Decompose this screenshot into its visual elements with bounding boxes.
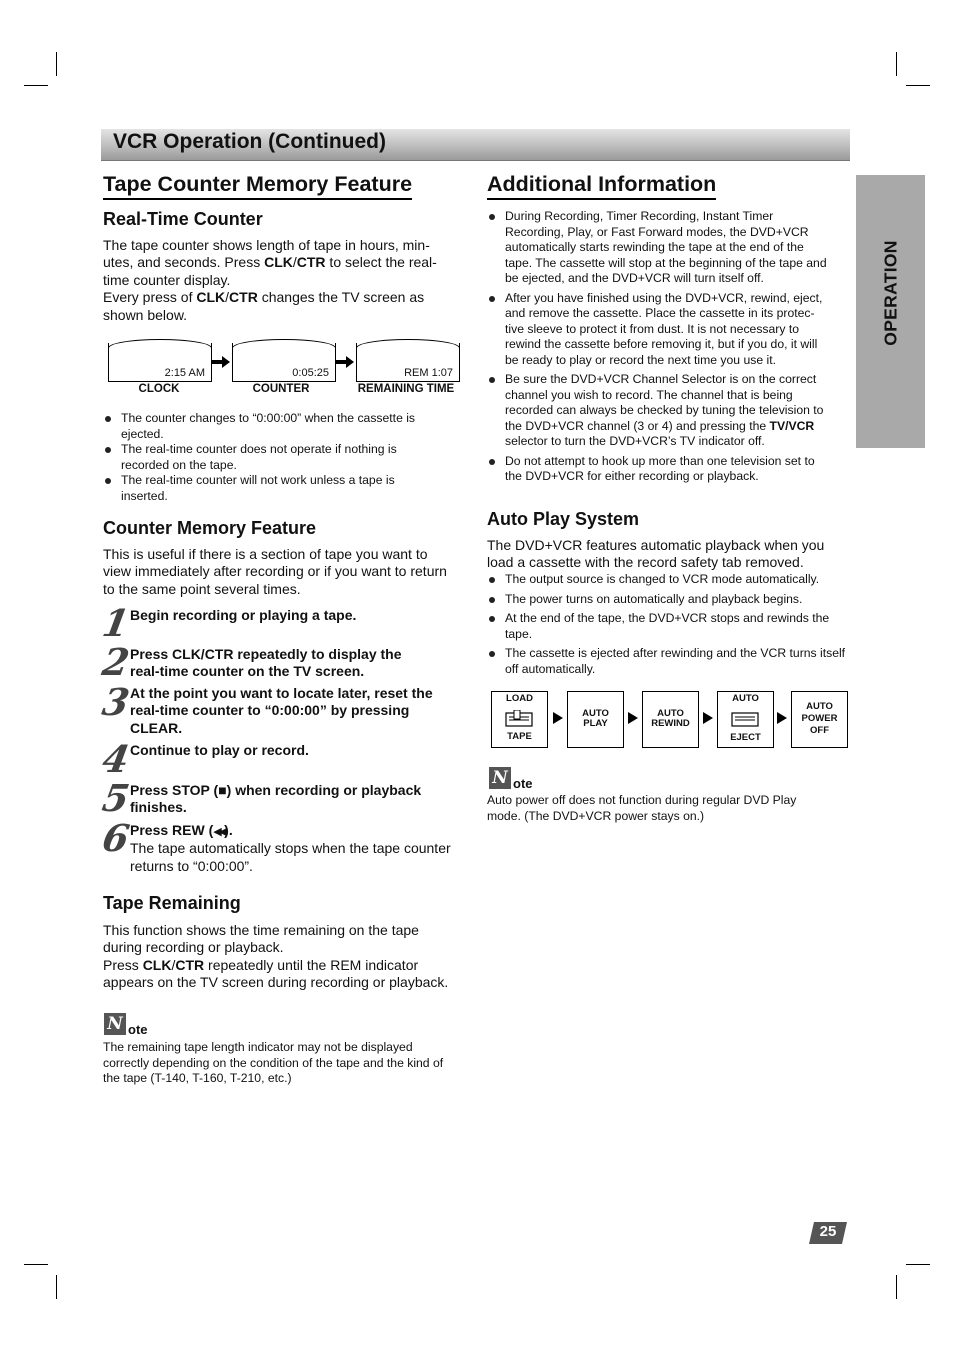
slash: / [292,254,297,271]
tape-remaining-heading: Tape Remaining [103,893,241,913]
text-line: Auto power off does not function during regular DVD Play [487,793,797,807]
step-number: 6 [99,816,133,860]
note-icon: N [104,1013,126,1035]
step-text [130,607,466,624]
step-line: At the point you want to locate later, reset the [130,685,433,701]
crop-mark [56,52,57,76]
text-line: recorded can always be checked by tuning the television to [505,403,824,417]
text-line: channel you wish to record. The channel that is being [505,387,793,402]
side-tab-operation [856,175,925,448]
bullet-icon [489,459,495,465]
screen-top [356,339,460,348]
text-line: rewind the cassette before removing it, but if you do, it will [505,337,818,351]
flow-label: POWER [801,713,838,724]
flow-label: AUTO [806,701,833,712]
flow-label: OFF [810,725,829,736]
crop-mark [24,1264,48,1265]
step-number: 1 [99,601,133,645]
tape-counter-heading: Tape Counter Memory Feature [103,172,412,200]
additional-info-heading: Additional Information [487,172,716,200]
flow-box-auto-rewind [642,691,699,748]
key-tv-vcr: TV/VCR [769,418,815,433]
rewind-icon: ◀◀ [213,825,225,838]
step-number: 2 [99,640,133,684]
list-item [487,209,849,287]
crop-mark [56,1275,57,1299]
list-item [487,372,849,450]
flow-label: AUTO [732,693,759,704]
flow-label: REWIND [651,718,690,729]
text-line: The DVD+VCR features automatic playback when you [487,537,825,553]
realtime-bullets [103,411,438,508]
text-line: to the same point several times. [103,580,301,597]
list-item [487,291,849,369]
bullet-icon [105,478,111,484]
crop-mark [24,85,48,86]
flow-box-auto-play [567,691,624,748]
play-triangle-icon [703,712,713,724]
text-line: to select the real- [325,254,437,271]
list-item [103,442,438,473]
screen-top [232,339,336,348]
screen-value: REM 1:07 [404,367,453,379]
screen-caption-clock: CLOCK [138,383,180,395]
bullet-icon [105,416,111,422]
bullet-text: The output source is changed to VCR mode automatically. [505,572,820,586]
bullet-icon [489,597,495,603]
step-line: Continue to play or record. [130,742,309,758]
play-triangle-icon [777,712,787,724]
flow-label: EJECT [730,732,761,743]
note-label: ote [128,1022,148,1037]
text-line: view immediately after recording or if you want to return [103,563,447,580]
step-number: 4 [99,737,133,781]
bullet-icon [489,214,495,220]
slash: / [171,956,176,973]
key-clk: CLK [196,289,226,306]
step-text [130,822,466,875]
realtime-counter-heading: Real-Time Counter [103,209,263,229]
bullet-text: At the end of the tape, the DVD+VCR stops and rewinds the tape. [505,611,830,641]
step-line: CLEAR. [130,719,183,736]
step-line: Press REW ( [130,822,214,838]
text-line: the tape (T-140, T-160, T-210, etc.) [103,1071,292,1086]
note-label: ote [513,776,533,791]
bullet-text: The real-time counter does not operate if nothing is recorded on the tape. [121,442,397,472]
step-line: real-time counter on the TV screen. [130,663,365,680]
text-line: be ejected, and the DVD+VCR will turn itself off. [505,271,764,285]
text-line: After you have finished using the DVD+VCR, rewind, eject, [505,290,823,305]
text-line: Do not attempt to hook up more than one television set to [505,453,815,468]
step-text [130,685,466,737]
text-line: correctly depending on the condition of the tape and the kind of [103,1055,444,1070]
crop-mark [906,1264,930,1265]
step-line: finishes. [130,799,187,816]
step-line: real-time counter to “0:00:00” by pressing [130,702,410,719]
crop-mark [906,85,930,86]
cassette-icon [505,710,533,728]
step-number: 3 [99,680,133,724]
text-line: Be sure the DVD+VCR Channel Selector is on the correct [505,372,817,386]
page-number: 25 [819,1223,837,1240]
arrow-right-icon [212,356,230,368]
bullet-icon [489,377,495,383]
arrow-right-icon [336,356,354,368]
text-line: This is useful if there is a section of tape you want to [103,546,428,562]
text-line: shown below. [103,306,188,323]
step-detail: returns to “0:00:00”. [130,857,253,874]
bullet-text: The power turns on automatically and playback begins. [505,591,803,606]
list-item [487,592,851,608]
text-line: This function shows the time remaining on the tape [103,922,419,938]
step-text [130,742,466,759]
step-line: Begin recording or playing a tape. [130,607,357,623]
tv-screen-clock [108,343,212,382]
list-item [487,454,849,485]
text-line: repeatedly until the REM indicator [204,956,419,973]
bullet-icon [489,651,495,657]
bullet-text: The counter changes to “0:00:00” when the cassette is ejected. [121,411,416,441]
banner-title: VCR Operation (Continued) [113,130,386,153]
flow-label: AUTO [582,708,609,719]
text-line: The tape counter shows length of tape in hours, min- [103,237,430,253]
text-line: The remaining tape length indicator may not be displayed [103,1040,413,1054]
side-tab-label: OPERATION [880,240,901,346]
key-ctr: CTR [229,289,258,306]
counter-memory-heading: Counter Memory Feature [103,518,317,538]
text-line: load a cassette with the record safety tab removed. [487,554,804,571]
flow-label: PLAY [583,718,608,729]
flow-box-load-tape [491,691,548,748]
counter-memory-intro [103,546,467,598]
text-line: and remove the cassette. Place the cassette in its protec- [505,306,815,320]
screen-value: 2:15 AM [164,367,205,379]
text-line: time counter display. [103,271,231,288]
auto-play-bullets [487,572,851,681]
text-line: during recording or playback. [103,939,284,956]
slash: / [225,289,230,306]
text-line: tape. The cassette will stop at the beginning of the tape and [505,255,827,270]
bullet-text: The real-time counter will not work unless a tape is inserted. [121,473,395,503]
step-line: ). [224,822,233,838]
text-line: appears on the TV screen during recording or playback. [103,974,449,991]
bullet-icon [489,577,495,583]
list-item [103,411,438,442]
text-line: automatically starts rewinding the tape at the end of the [505,240,804,254]
bullet-icon [489,616,495,622]
step-number: 5 [99,776,133,820]
step-text [130,646,466,681]
step-line: Press CLK/CTR repeatedly to display the [130,646,402,662]
bullet-icon [489,296,495,302]
list-item [487,611,851,642]
screen-value: 0:05:25 [292,367,329,379]
play-triangle-icon [553,712,563,724]
flow-box-auto-power-off [791,691,848,748]
crop-mark [896,1275,897,1299]
text-line: selector to turn the DVD+VCR’s TV indicator off. [505,434,765,448]
text-line: be ready to play or record the next time you use it. [505,352,776,367]
text-line: mode. (The DVD+VCR power stays on.) [487,808,705,823]
section-banner [101,129,850,161]
key-ctr: CTR [296,254,326,271]
list-item [487,572,851,588]
screen-caption-remaining: REMAINING TIME [357,383,455,395]
flow-label: TAPE [507,731,532,742]
note-text [487,793,851,824]
text-line: Recording, Play, or Fast Forward modes, the DVD+VCR [505,224,809,239]
auto-play-intro [487,537,851,572]
step-text [130,782,466,817]
note-icon: N [489,767,511,789]
flow-box-auto-eject [717,691,774,748]
play-triangle-icon [628,712,638,724]
tv-screen-counter [232,343,336,382]
key-clk: CLK [264,254,293,271]
tv-screen-remaining [356,343,460,382]
realtime-counter-text [103,237,467,324]
bullet-text: The cassette is ejected after rewinding and the VCR turns itself off automatically. [505,646,846,676]
bullet-icon [105,447,111,453]
crop-mark [896,52,897,76]
text-line: the DVD+VCR for either recording or playback. [505,469,759,483]
key-ctr: CTR [175,956,205,973]
text-line: During Recording, Timer Recording, Instant Timer [505,209,774,223]
screen-top [108,339,212,348]
text-line: utes, and seconds. Press [103,254,265,271]
flow-label: LOAD [506,693,533,704]
flow-label: AUTO [657,708,684,719]
step-line: Press STOP (■) when recording or playback [130,782,422,798]
tape-remaining-text [103,922,469,992]
step-detail: The tape automatically stops when the tape counter [130,840,451,857]
text-line: changes the TV screen as [257,289,425,306]
auto-play-heading: Auto Play System [487,509,640,529]
text-line: tive sleeve to protect it from dust. It is not necessary to [505,321,799,336]
text-line: the DVD+VCR channel (3 or 4) and pressing the [505,418,770,433]
additional-info-bullets [487,209,849,489]
list-item [487,646,851,677]
note-text [103,1040,469,1087]
screen-caption-counter: COUNTER [252,383,310,395]
text-line: Press [103,956,143,973]
text-line: Every press of [103,289,197,306]
cassette-icon [731,710,759,728]
list-item [103,473,438,504]
key-clk: CLK [142,956,172,973]
